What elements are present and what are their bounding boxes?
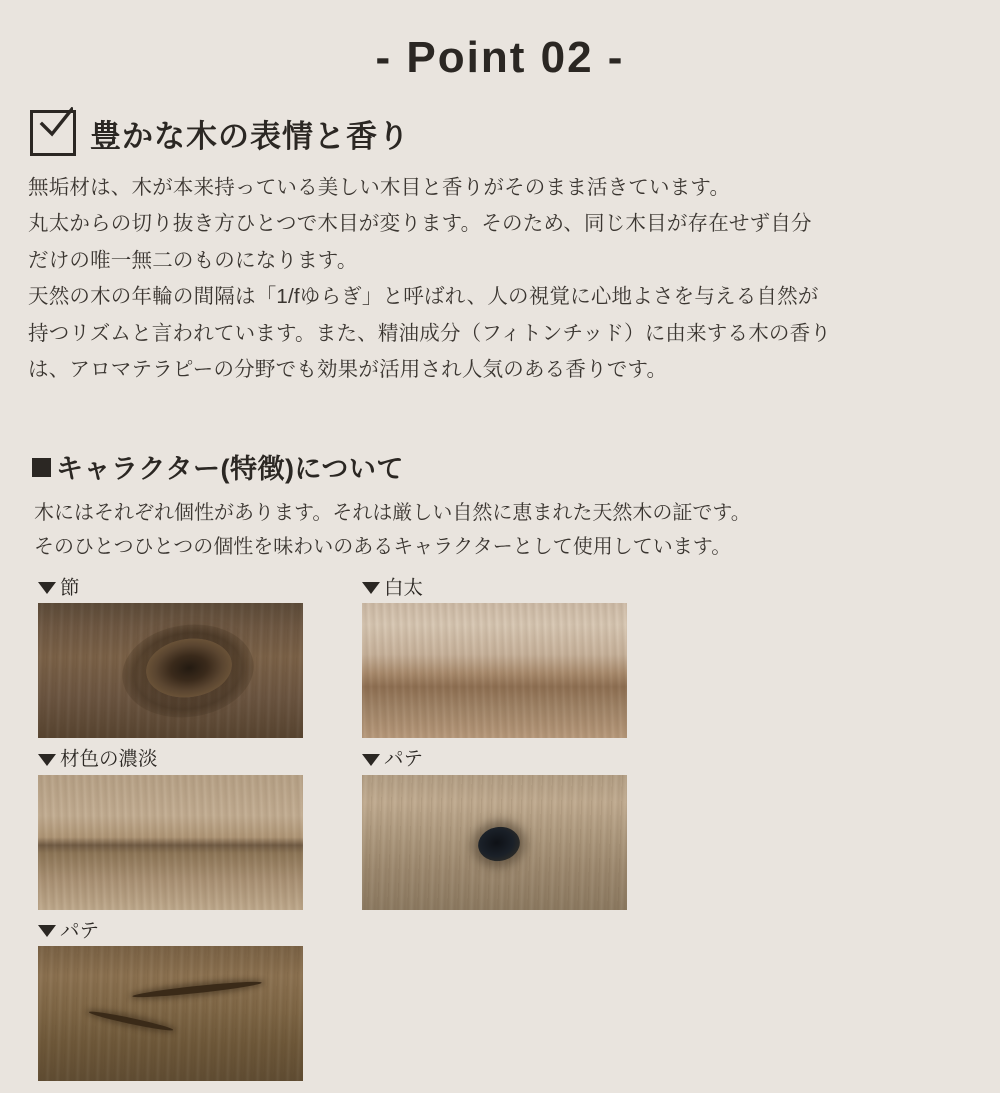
wood-grain-overlay (362, 603, 627, 738)
check-mark-icon (39, 107, 73, 141)
body-line: 無垢材は、木が本来持っている美しい木目と香りがそのまま活きています。 (28, 176, 731, 199)
section-body (28, 170, 972, 389)
sample-label: 材色の濃淡 (60, 748, 158, 771)
body-line: 持つリズムと言われています。また、精油成分（フィトンチッド）に由来する木の香り (28, 321, 831, 345)
character-heading-text: キャラクター(特徴)について (56, 453, 404, 484)
sample-label: パテ (60, 919, 100, 942)
character-body-line: 木にはそれぞれ個性があります。それは厳しい自然に恵まれた天然木の証です。 (34, 501, 751, 524)
character-sample-knot (38, 576, 338, 739)
wood-photo-knot (38, 603, 303, 738)
sample-label: 白太 (384, 576, 424, 599)
character-heading-row (32, 447, 1000, 486)
sample-label-row (38, 750, 338, 770)
body-line: は、アロマテラピーの分野でも効果が活用され人気のある香りです。 (28, 358, 668, 382)
character-sample-grid (38, 576, 978, 1093)
sample-label-row (38, 576, 338, 599)
character-body-line: そのひとつひとつの個性を味わいのあるキャラクターとして使用しています。 (34, 536, 732, 559)
wood-grain-overlay (38, 775, 303, 910)
sample-label-row (362, 576, 662, 599)
square-bullet-icon (32, 458, 51, 477)
body-line: 天然の木の年輪の間隔は「1/fゆらぎ」と呼ばれ、人の視覚に心地よさを与える自然が (28, 285, 819, 309)
triangle-marker-icon (38, 582, 56, 594)
wood-photo-sapwood (362, 603, 627, 738)
sample-label-row (362, 750, 662, 770)
putty-streak-mark (74, 984, 264, 1044)
character-sample-sapwood (362, 576, 662, 739)
triangle-marker-icon (362, 754, 380, 766)
body-line: だけの唯一無二のものになります。 (28, 248, 358, 272)
section-heading-row (30, 110, 1000, 156)
page-title: - Point 02 - (375, 33, 625, 82)
wood-photo-putty-2 (38, 946, 303, 1081)
triangle-marker-icon (38, 754, 56, 766)
character-sample-putty-1 (362, 750, 662, 910)
triangle-marker-icon (38, 925, 56, 937)
checkbox-icon (30, 110, 76, 156)
character-sample-putty-2 (38, 919, 338, 1082)
sample-label-row (38, 919, 338, 942)
wood-photo-putty-1 (362, 775, 627, 910)
character-sample-color-variation (38, 750, 338, 910)
triangle-marker-icon (362, 582, 380, 594)
sample-label: パテ (384, 748, 424, 771)
sample-label: 節 (60, 576, 80, 599)
body-line: 丸太からの切り抜き方ひとつで木目が変ります。そのため、同じ木目が存在せず自分 (28, 212, 812, 236)
section-heading-text: 豊かな木の表情と香り (90, 118, 410, 154)
character-body (34, 496, 972, 565)
wood-photo-color-variation (38, 775, 303, 910)
